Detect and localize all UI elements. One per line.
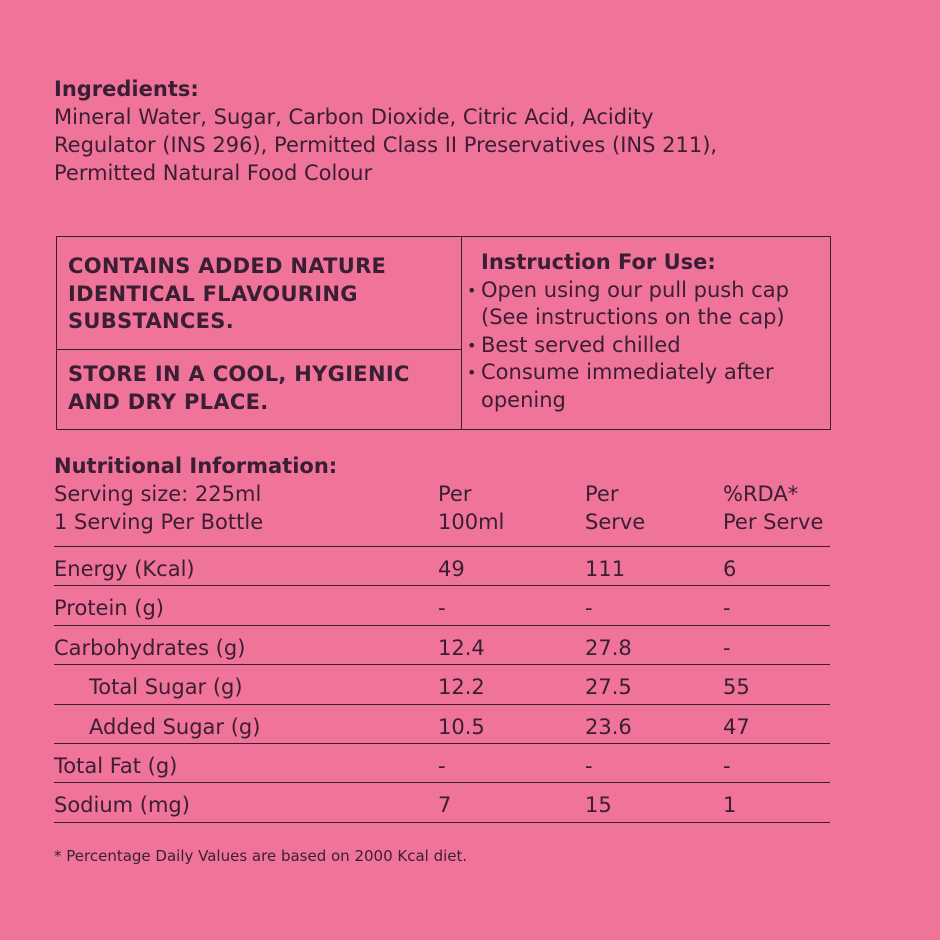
instructions-box <box>467 249 827 414</box>
value-rda: - <box>723 635 731 660</box>
value-rda: 55 <box>723 675 750 700</box>
nutrition-header <box>54 480 830 536</box>
ingredients-text <box>54 103 854 187</box>
instruction-line: Consume immediately after <box>481 360 774 384</box>
instruction-line: Best served chilled <box>481 332 681 357</box>
value-per-100ml: - <box>438 596 446 621</box>
bullet-icon: • <box>467 280 477 300</box>
value-per-100ml: 49 <box>438 557 465 581</box>
nutrition-title: Nutritional Information: <box>54 454 338 478</box>
ingredients-section <box>54 75 854 187</box>
instructions-list <box>467 277 827 415</box>
notice-column <box>57 237 462 429</box>
bullet-icon: • <box>467 363 477 382</box>
table-row <box>54 705 830 744</box>
value-per-100ml: 10.5 <box>438 714 485 739</box>
storage-notice-line: AND DRY PLACE. <box>68 389 269 414</box>
ingredients-line: Mineral Water, Sugar, Carbon Dioxide, Citric Acid, Acidity <box>54 105 654 129</box>
flavouring-notice-line: CONTAINS ADDED NATURE <box>68 254 387 278</box>
nutrient-name: Carbohydrates (g) <box>54 635 246 660</box>
nutrient-name: Protein (g) <box>54 596 165 621</box>
storage-notice-box <box>57 350 461 430</box>
value-per-100ml: 7 <box>438 793 452 818</box>
instruction-line: (See instructions on the cap) <box>481 305 785 329</box>
header-per-100ml <box>438 480 504 536</box>
header-per-serve <box>585 480 645 536</box>
ingredients-title: Ingredients: <box>54 77 199 101</box>
nutrient-name: Added Sugar (g) <box>89 714 261 739</box>
serving-info <box>54 480 263 536</box>
value-per-serve: 27.8 <box>585 635 632 660</box>
table-row <box>54 547 830 586</box>
nutrient-name: Energy (Kcal) <box>54 557 195 581</box>
value-rda: 47 <box>723 714 750 739</box>
value-per-serve: 15 <box>585 793 612 818</box>
value-rda: 6 <box>723 557 737 581</box>
value-per-serve: - <box>585 753 593 778</box>
ingredients-line: Permitted Natural Food Colour <box>54 161 373 185</box>
storage-notice <box>68 361 410 416</box>
flavouring-notice-line: SUBSTANCES. <box>68 309 234 333</box>
value-per-serve: 111 <box>585 557 626 581</box>
value-per-serve: 23.6 <box>585 714 632 739</box>
nutrient-name: Total Fat (g) <box>54 753 178 778</box>
value-per-100ml: 12.4 <box>438 635 485 660</box>
serving-size: Serving size: 225ml <box>54 482 262 506</box>
nutrition-section <box>54 452 830 818</box>
table-row <box>54 783 830 822</box>
header-line: Per <box>438 482 472 506</box>
table-row <box>54 665 830 704</box>
header-line: %RDA* <box>723 482 799 506</box>
nutrient-name: Total Sugar (g) <box>89 675 243 700</box>
storage-notice-line: STORE IN A COOL, HYGIENIC <box>68 362 410 386</box>
info-boxes <box>56 236 831 430</box>
header-rda <box>723 480 823 536</box>
header-line: Serve <box>585 510 646 534</box>
value-per-100ml: 12.2 <box>438 675 485 700</box>
value-rda: - <box>723 753 731 778</box>
table-row <box>54 586 830 625</box>
instruction-item <box>467 277 827 332</box>
flavouring-notice-box <box>57 237 461 350</box>
instruction-item <box>467 359 827 414</box>
value-rda: - <box>723 596 731 621</box>
instructions-title: Instruction For Use: <box>481 250 716 274</box>
nutrition-table <box>54 546 830 823</box>
value-per-100ml: - <box>438 753 446 778</box>
instruction-line: opening <box>481 387 566 412</box>
flavouring-notice-line: IDENTICAL FLAVOURING <box>68 281 358 306</box>
instruction-item <box>467 332 827 360</box>
flavouring-notice <box>68 253 386 336</box>
nutrient-name: Sodium (mg) <box>54 793 190 818</box>
servings-per-bottle: 1 Serving Per Bottle <box>54 510 264 534</box>
value-per-serve: 27.5 <box>585 675 632 700</box>
rda-footnote: * Percentage Daily Values are based on 2000 Kcal diet. <box>54 847 468 865</box>
instruction-line: Open using our pull push cap <box>481 277 789 302</box>
table-row <box>54 626 830 665</box>
ingredients-line: Regulator (INS 296), Permitted Class II Preservatives (INS 211), <box>54 133 718 157</box>
value-per-serve: - <box>585 596 593 621</box>
bullet-icon: • <box>467 335 477 355</box>
header-line: 100ml <box>438 510 505 534</box>
header-line: Per <box>585 482 619 506</box>
value-rda: 1 <box>723 793 737 818</box>
header-line: Per Serve <box>723 510 824 534</box>
table-row <box>54 744 830 783</box>
